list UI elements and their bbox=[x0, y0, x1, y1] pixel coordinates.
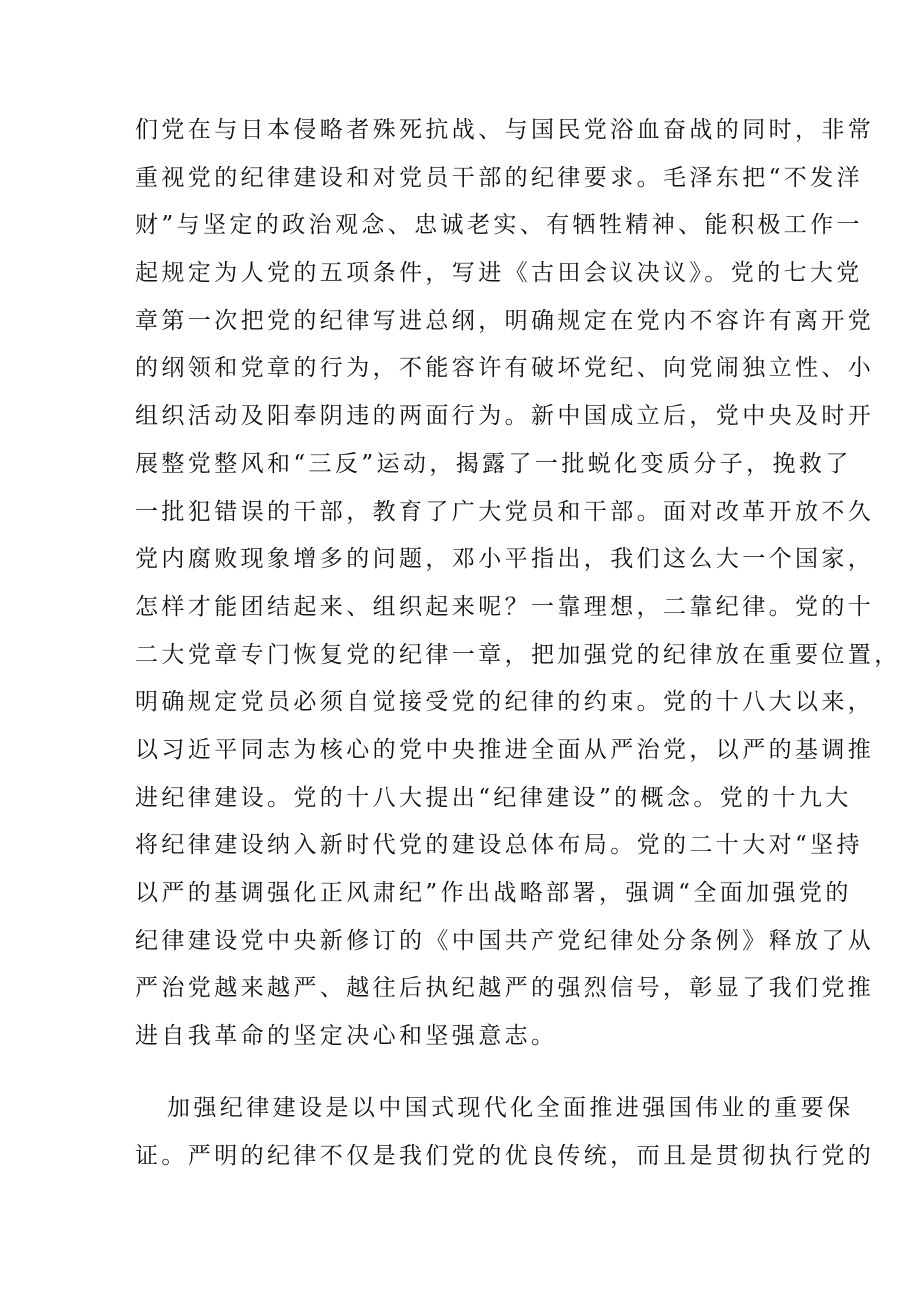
paragraph-line: 二大党章专门恢复党的纪律一章，把加强党的纪律放在重要位置， bbox=[135, 641, 901, 668]
paragraph-line: 将纪律建设纳入新时代党的建设总体布局。党的二十大对“坚持 bbox=[135, 832, 863, 859]
paragraph-line: 怎样才能团结起来、组织起来呢？一靠理想，二靠纪律。党的十 bbox=[135, 593, 875, 620]
paragraph-line: 加强纪律建设是以中国式现代化全面推进强国伟业的重要保 bbox=[167, 1095, 854, 1121]
paragraph-2 bbox=[135, 1085, 875, 1180]
paragraph-line: 明确规定党员必须自觉接受党的纪律的约束。党的十八大以来， bbox=[135, 689, 875, 716]
paragraph-line: 的纲领和党章的行为，不能容许有破坏党纪、向党闹独立性、小 bbox=[135, 355, 875, 382]
paragraph-line: 纪律建设党中央新修订的《中国共产党纪律处分条例》释放了从 bbox=[135, 927, 875, 954]
paragraph-line: 进纪律建设。党的十八大提出“纪律建设”的概念。党的十九大 bbox=[135, 784, 852, 811]
paragraph-line: 一批犯错误的干部，教育了广大党员和干部。面对改革开放不久 bbox=[135, 498, 875, 525]
paragraph-line: 们党在与日本侵略者殊死抗战、与国民党浴血奋战的同时，非常 bbox=[135, 117, 875, 143]
paragraph-line: 重视党的纪律建设和对党员干部的纪律要求。毛泽东把“不发洋 bbox=[135, 164, 863, 191]
paragraph-line: 起规定为人党的五项条件，写进《古田会议决议》。党的七大党 bbox=[135, 260, 863, 287]
paragraph-line: 以习近平同志为核心的党中央推进全面从严治党，以严的基调推 bbox=[135, 736, 875, 763]
paragraph-line: 严治党越来越严、越往后执纪越严的强烈信号，彰显了我们党推 bbox=[135, 975, 875, 1002]
paragraph-line: 组织活动及阳奉阴违的两面行为。新中国成立后，党中央及时开 bbox=[135, 403, 875, 430]
paragraph-line: 党内腐败现象增多的问题，邓小平指出，我们这么大一个国家， bbox=[135, 546, 875, 573]
paragraph-line: 进自我革命的坚定决心和坚强意志。 bbox=[135, 1023, 558, 1050]
paragraph-line: 章第一次把党的纪律写进总纲，明确规定在党内不容许有离开党 bbox=[135, 307, 875, 334]
paragraph-line: 以严的基调强化正风肃纪”作出战略部署，强调“全面加强党的 bbox=[135, 880, 852, 906]
paragraph-line: 展整党整风和“三反”运动，揭露了一批蜕化变质分子，挽救了 bbox=[135, 450, 852, 477]
paragraph-line: 证。严明的纪律不仅是我们党的优良传统，而且是贯彻执行党的 bbox=[135, 1142, 875, 1169]
paragraph-line: 财”与坚定的政治观念、忠诚老实、有牺牲精神、能积极工作一 bbox=[135, 212, 863, 239]
paragraph-1 bbox=[135, 107, 901, 1061]
